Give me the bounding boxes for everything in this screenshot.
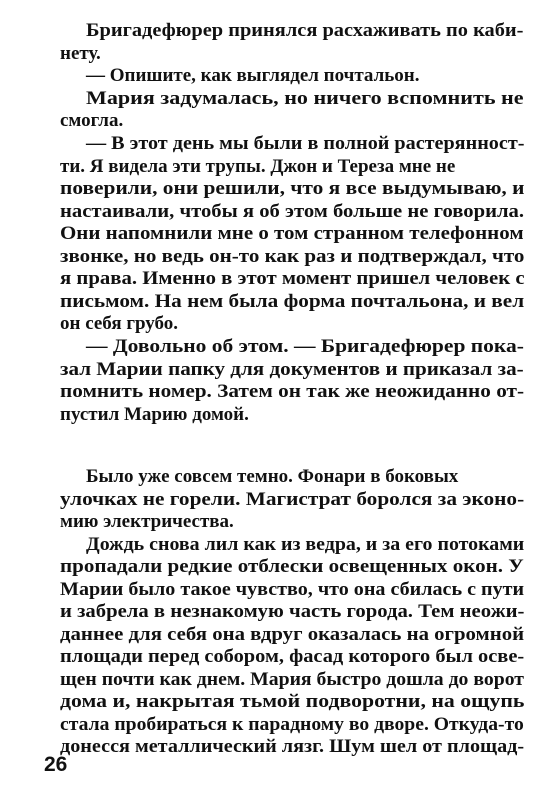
text-line: смогла. [60,110,124,131]
text-line: настаивали, чтобы я об этом больше не говорила. [60,201,525,222]
text-line: нету. [60,43,101,64]
text-line: дома и, накрытая тьмой подворотни, на ощупь [60,691,525,712]
text-line: щен почти как днем. Мария быстро дошла до ворот [60,669,524,690]
text-line: Бригадефюрер принялся расхаживать по каби- [86,20,524,41]
text-line: помнить номер. Затем он так же неожиданно от- [60,381,525,402]
page-number: 26 [44,753,68,776]
text-line: он себя грубо. [60,313,179,334]
text-line: мию электричества. [60,511,234,532]
text-line: я права. Именно в этот момент пришел человек с [60,268,525,289]
text-line: Мария задумалась, но ничего вспомнить не [86,88,524,109]
text-line: Марии было такое чувство, что она сбилась с пути [60,579,525,600]
text-line: ти. Я видела эти трупы. Джон и Тереза мне не [60,156,456,177]
text-line: — Опишите, как выглядел почтальон. [86,65,420,86]
text-line: звонке, но ведь он-то как раз и подтверждал, что [60,246,525,267]
text-line: — Довольно об этом. — Бригадефюрер пока- [86,336,524,357]
text-line: пропадали редкие отблески освещенных окон. У [60,556,524,577]
text-line: поверили, они решили, что я все выдумываю, и [60,178,525,199]
text-line: письмом. На нем была форма почтальона, и вел [60,291,525,312]
text-line: и забрела в незнакомую часть города. Тем неожи- [60,601,525,622]
text-line: пустил Марию домой. [60,404,249,425]
text-line: — В этот день мы были в полной растерянност- [86,133,525,154]
text-line: даннее для себя она вдруг оказалась на огромной [60,624,525,645]
text-line: Дождь снова лил как из ведра, и за его потоками [86,534,525,555]
text-line: стала пробираться к парадному во дворе. Откуда-то [60,714,524,735]
text-line: Было уже совсем темно. Фонари в боковых [86,466,459,487]
text-line: Они напомнили мне о том странном телефонном [60,223,524,244]
text-line: донесся металлический лязг. Шум шел от площад- [60,736,525,757]
text-line: зал Марии папку для документов и приказал за- [60,359,524,380]
text-line: улочках не горели. Магистрат боролся за эконо- [60,489,525,510]
text-line: площади перед собором, фасад которого был осве- [60,646,525,667]
